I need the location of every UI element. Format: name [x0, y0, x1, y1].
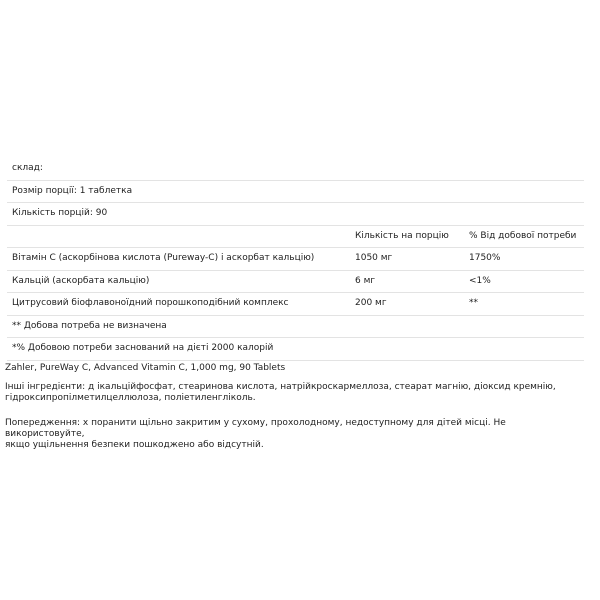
nutrient-name: Цитрусовий біофлавоноїдний порошкоподібний комплекс	[12, 298, 289, 308]
servings-count: Кількість порцій: 90	[12, 208, 108, 218]
nutrient-daily-value: <1%	[469, 275, 491, 286]
footnote-row	[7, 338, 584, 361]
composition-title-row	[7, 158, 584, 181]
daily-value-column-header: % Від добової потреби	[469, 230, 577, 241]
warning	[5, 418, 585, 451]
nutrient-name: Вітамін С (аскорбінова кислота (Pureway-C) і аскорбат кальцію)	[12, 253, 315, 263]
footnote-row	[7, 316, 584, 339]
warning-line-2: якщо ущільнення безпеки пошкоджено або відсутній.	[5, 440, 264, 450]
amount-column-header: Кількість на порцію	[355, 230, 449, 241]
other-ingredients-line-2: гідроксипропілметилцеллюлоза, поліетиленгліколь.	[5, 393, 256, 403]
table-row	[7, 293, 584, 316]
composition-title: склад:	[12, 163, 43, 173]
nutrient-name: Кальцій (аскорбата кальцію)	[12, 275, 150, 286]
nutrient-amount: 1050 мг	[355, 253, 393, 263]
servings-count-row	[7, 203, 584, 226]
supplement-facts-table	[7, 158, 584, 361]
warning-line-1: Попередження: х поранити щільно закритим у сухому, прохолодному, недоступному для дітей місці. Не використовуйте,	[5, 418, 506, 439]
serving-size-row	[7, 181, 584, 204]
footnote-undefined: ** Добова потреба не визначена	[12, 320, 167, 331]
nutrient-amount: 200 мг	[355, 298, 387, 308]
nutrient-daily-value: 1750%	[469, 253, 501, 263]
product-title: Zahler, PureWay C, Advanced Vitamin C, 1,000 mg, 90 Tablets	[5, 363, 286, 373]
footnote-daily-basis: *% Добовою потреби заснований на дієті 2000 калорій	[12, 343, 274, 353]
table-header-row	[7, 226, 584, 249]
other-ingredients	[5, 382, 585, 404]
table-row	[7, 248, 584, 271]
serving-size: Розмір порції: 1 таблетка	[12, 185, 133, 196]
nutrient-amount: 6 мг	[355, 275, 376, 286]
nutrient-daily-value: **	[469, 298, 478, 308]
table-row	[7, 271, 584, 294]
other-ingredients-line-1: Інші інгредієнти: д ікальційфосфат, стеаринова кислота, натрійкроскармеллоза, стеарат магнію, діоксид кремнію,	[5, 382, 556, 392]
